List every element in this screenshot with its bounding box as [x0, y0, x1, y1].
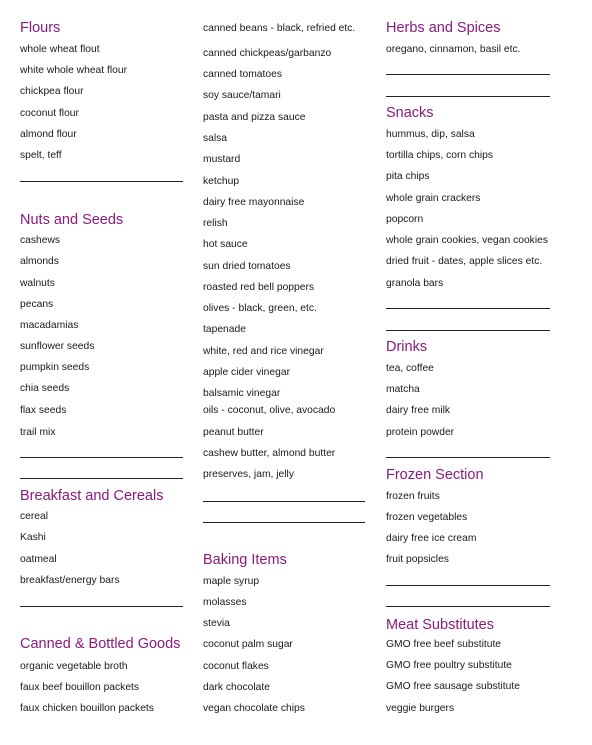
list-item: oregano, cinnamon, basil etc.: [386, 44, 521, 55]
section-heading-drinks: Drinks: [386, 339, 428, 355]
list-item: matcha: [386, 384, 420, 395]
list-item: faux beef bouillon packets: [20, 682, 140, 693]
list-item: chia seeds: [20, 383, 70, 394]
section-heading-flours: Flours: [20, 20, 61, 36]
section-heading-meat-substitutes: Meat Substitutes: [386, 617, 494, 633]
list-item: veggie burgers: [386, 703, 455, 714]
blank-write-in-line[interactable]: [386, 74, 550, 75]
list-item: apple cider vinegar: [203, 367, 291, 378]
list-item: relish: [203, 218, 228, 229]
list-item: granola bars: [386, 278, 444, 289]
list-item: whole grain crackers: [386, 193, 481, 204]
list-item: tapenade: [203, 324, 246, 335]
list-item: canned tomatoes: [203, 69, 282, 80]
list-item: molasses: [203, 597, 247, 608]
list-item: walnuts: [20, 278, 55, 289]
list-item: soy sauce/tamari: [203, 90, 281, 101]
section-heading-snacks: Snacks: [386, 105, 434, 121]
list-item: ketchup: [203, 176, 240, 187]
blank-write-in-line[interactable]: [386, 606, 550, 607]
list-item: mustard: [203, 154, 241, 165]
list-item: pecans: [20, 299, 54, 310]
list-item: coconut palm sugar: [203, 639, 293, 650]
blank-write-in-line[interactable]: [20, 606, 183, 607]
list-item: sun dried tomatoes: [203, 261, 291, 272]
list-item: macadamias: [20, 320, 79, 331]
list-item: organic vegetable broth: [20, 661, 128, 672]
list-item: protein powder: [386, 427, 455, 438]
blank-write-in-line[interactable]: [20, 478, 183, 479]
list-item: popcorn: [386, 214, 424, 225]
list-item: Kashi: [20, 532, 46, 543]
list-item: frozen fruits: [386, 491, 440, 502]
list-item: sunflower seeds: [20, 341, 95, 352]
list-item: pasta and pizza sauce: [203, 112, 306, 123]
blank-write-in-line[interactable]: [386, 96, 550, 97]
blank-write-in-line[interactable]: [20, 457, 183, 458]
list-item: preserves, jam, jelly: [203, 469, 294, 480]
list-item: chickpea flour: [20, 86, 84, 97]
list-item: breakfast/energy bars: [20, 575, 120, 586]
section-heading-herbs-and-spices: Herbs and Spices: [386, 20, 501, 36]
list-item: cashew butter, almond butter: [203, 448, 336, 459]
list-item: tea, coffee: [386, 363, 434, 374]
blank-write-in-line[interactable]: [386, 585, 550, 586]
list-item: dried fruit - dates, apple slices etc.: [386, 256, 543, 267]
list-item: dark chocolate: [203, 682, 270, 693]
list-item: olives - black, green, etc.: [203, 303, 317, 314]
list-item: flax seeds: [20, 405, 67, 416]
blank-write-in-line[interactable]: [20, 181, 183, 182]
list-item: pumpkin seeds: [20, 362, 90, 373]
list-item: hummus, dip, salsa: [386, 129, 475, 140]
list-item: oatmeal: [20, 554, 57, 565]
section-heading-breakfast-and-cereals: Breakfast and Cereals: [20, 488, 164, 504]
blank-write-in-line[interactable]: [386, 308, 550, 309]
section-heading-canned-and-bottled-goods: Canned & Bottled Goods: [20, 636, 181, 652]
list-item: dairy free ice cream: [386, 533, 477, 544]
list-item: coconut flakes: [203, 661, 269, 672]
list-item: faux chicken bouillon packets: [20, 703, 154, 714]
list-item: whole wheat flout: [20, 44, 100, 55]
list-item: balsamic vinegar: [203, 388, 281, 399]
blank-write-in-line[interactable]: [386, 457, 550, 458]
list-item: almond flour: [20, 129, 77, 140]
list-item: almonds: [20, 256, 59, 267]
list-item: pita chips: [386, 171, 430, 182]
list-item: whole grain cookies, vegan cookies: [386, 235, 548, 246]
list-item: fruit popsicles: [386, 554, 449, 565]
section-heading-frozen-section: Frozen Section: [386, 467, 484, 483]
list-item: stevia: [203, 618, 230, 629]
list-item: tortilla chips, corn chips: [386, 150, 494, 161]
list-item: spelt, teff: [20, 150, 62, 161]
list-item: vegan chocolate chips: [203, 703, 305, 714]
list-item: canned beans - black, refried etc.: [203, 23, 356, 34]
blank-write-in-line[interactable]: [203, 522, 365, 523]
blank-write-in-line[interactable]: [386, 330, 550, 331]
list-item: roasted red bell poppers: [203, 282, 315, 293]
list-item: GMO free sausage substitute: [386, 681, 520, 692]
list-item: oils - coconut, olive, avocado: [203, 405, 336, 416]
list-item: salsa: [203, 133, 228, 144]
list-item: maple syrup: [203, 576, 260, 587]
list-item: trail mix: [20, 427, 56, 438]
blank-write-in-line[interactable]: [203, 501, 365, 502]
list-item: canned chickpeas/garbanzo: [203, 48, 332, 59]
section-heading-baking-items: Baking Items: [203, 552, 287, 568]
list-item: white, red and rice vinegar: [203, 346, 324, 357]
section-heading-nuts-and-seeds: Nuts and Seeds: [20, 212, 124, 228]
list-item: cereal: [20, 511, 49, 522]
list-item: GMO free poultry substitute: [386, 660, 512, 671]
list-item: coconut flour: [20, 108, 79, 119]
list-item: white whole wheat flour: [20, 65, 128, 76]
list-item: peanut butter: [203, 427, 264, 438]
list-item: frozen vegetables: [386, 512, 468, 523]
list-item: GMO free beef substitute: [386, 639, 502, 650]
list-item: cashews: [20, 235, 61, 246]
list-item: dairy free mayonnaise: [203, 197, 305, 208]
list-item: hot sauce: [203, 239, 248, 250]
list-item: dairy free milk: [386, 405, 451, 416]
